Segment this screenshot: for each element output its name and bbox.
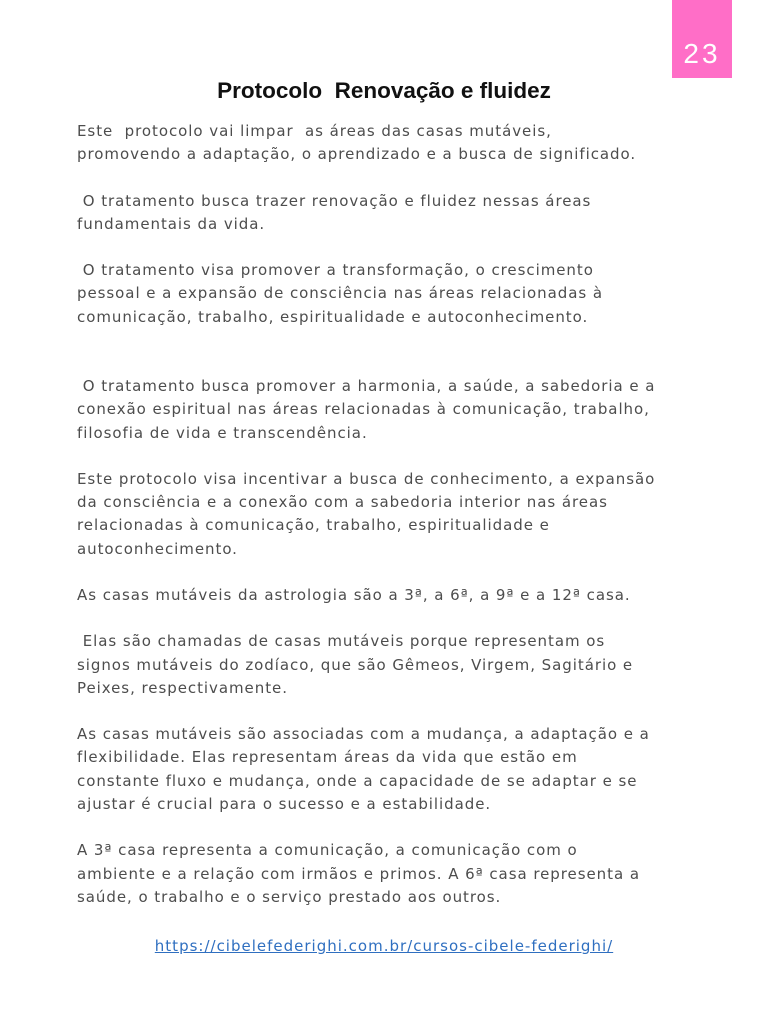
body-text (77, 120, 737, 909)
text-line: fundamentais da vida. (77, 214, 266, 233)
text-line: As casas mutáveis da astrologia são a 3ª, a 6ª, a 9ª e a 12ª casa. (77, 586, 631, 605)
text-line: Este protocolo visa incentivar a busca de conhecimento, a expansão (77, 470, 656, 489)
page-title: Protocolo Renovação e fluidez (217, 78, 551, 103)
text-line: ajustar é crucial para o sucesso e a estabilidade. (77, 794, 492, 813)
text-line: pessoal e a expansão de consciência nas áreas relacionadas à (77, 284, 603, 303)
text-line: saúde, o trabalho e o serviço prestado aos outros. (77, 887, 502, 906)
blank-line (77, 607, 737, 630)
text-line: promovendo a adaptação, o aprendizado e a busca de significado. (77, 145, 637, 164)
text-line: O tratamento busca trazer renovação e fluidez nessas áreas (77, 191, 592, 210)
page-number-badge (672, 0, 732, 78)
blank-line (77, 561, 737, 584)
text-line: O tratamento busca promover a harmonia, a saúde, a sabedoria e a (77, 377, 656, 396)
text-line: comunicação, trabalho, espiritualidade e autoconhecimento. (77, 307, 589, 326)
blank-line (77, 166, 737, 189)
text-line: autoconhecimento. (77, 539, 238, 558)
course-link[interactable]: https://cibelefederighi.com.br/cursos-cibele-federighi/ (154, 937, 614, 955)
blank-line (77, 816, 737, 839)
blank-line (77, 236, 737, 259)
page-number: 23 (683, 38, 721, 69)
text-line: As casas mutáveis são associadas com a mudança, a adaptação e a (77, 725, 650, 744)
footer-link-container (0, 936, 768, 955)
blank-line (77, 445, 737, 468)
text-line: constante fluxo e mudança, onde a capacidade de se adaptar e se (77, 771, 638, 790)
text-line: da consciência e a conexão com a sabedoria interior nas áreas (77, 493, 608, 512)
blank-line (77, 352, 737, 375)
text-line: Peixes, respectivamente. (77, 678, 288, 697)
text-line: flexibilidade. Elas representam áreas da vida que estão em (77, 748, 578, 767)
text-line: O tratamento visa promover a transformação, o crescimento (77, 261, 594, 280)
text-line: filosofia de vida e transcendência. (77, 423, 368, 442)
text-line: A 3ª casa representa a comunicação, a comunicação com o (77, 841, 578, 860)
text-line: signos mutáveis do zodíaco, que são Gêmeos, Virgem, Sagitário e (77, 655, 634, 674)
text-line: relacionadas à comunicação, trabalho, espiritualidade e (77, 516, 550, 535)
blank-line (77, 329, 737, 352)
text-line: Elas são chamadas de casas mutáveis porque representam os (77, 632, 606, 651)
text-line: conexão espiritual nas áreas relacionadas à comunicação, trabalho, (77, 400, 650, 419)
text-line: Este protocolo vai limpar as áreas das casas mutáveis, (77, 122, 552, 140)
text-line: ambiente e a relação com irmãos e primos. A 6ª casa representa a (77, 864, 640, 883)
blank-line (77, 700, 737, 723)
